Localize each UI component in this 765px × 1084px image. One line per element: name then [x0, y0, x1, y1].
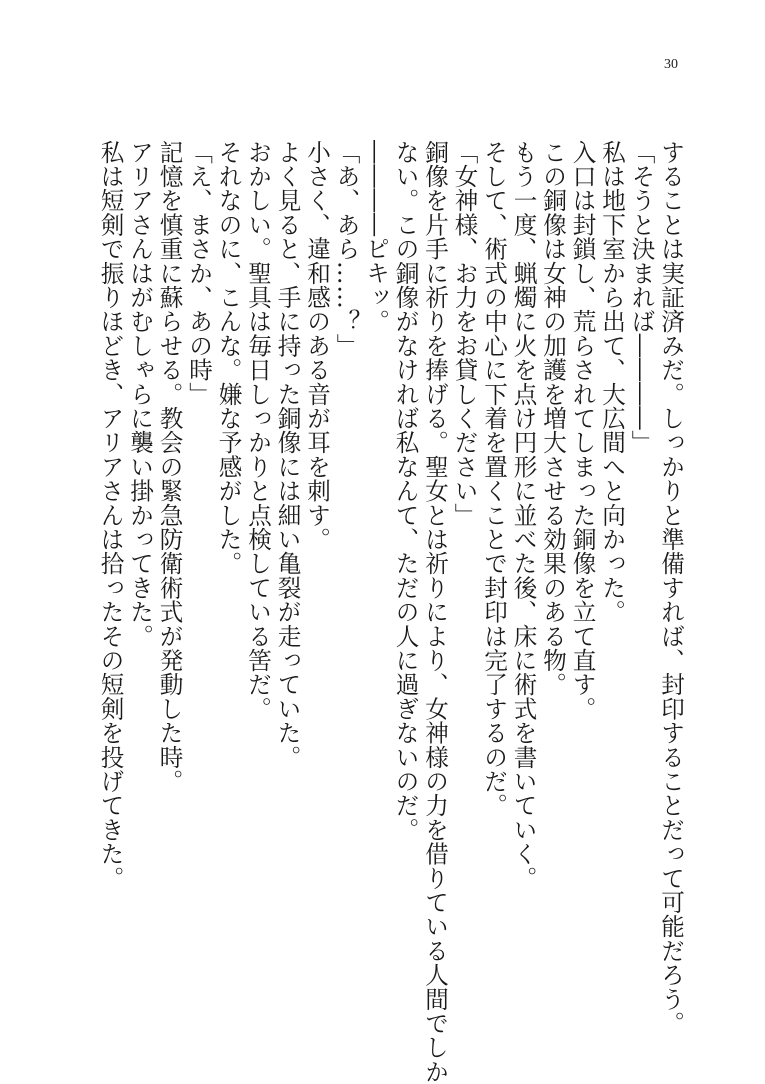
text-line: 私は短剣で振りほどき、アリアさんは拾ったその短剣を投げてきた。	[96, 140, 125, 891]
text-line: 銅像を片手に祈りを捧げる。聖女とは祈りにより、女神様の力を借りている人間でしか	[421, 140, 449, 1084]
text-line: 小さく、違和感のある音が耳を刺す。	[303, 140, 331, 552]
text-line: 「そうと決まれば――――」	[627, 140, 656, 455]
text-line: ない。この銅像がなければ私なんて、ただの人に過ぎないのだ。	[391, 140, 420, 842]
text-line: もう一度、蝋燭に火を点け円形に並べた後、床に術式を書いていく。	[509, 140, 538, 891]
text-line: 「え、まさか、あの時」	[185, 140, 213, 407]
text-line: することは実証済みだ。しっかりと準備すれば、封印することだって可能だろう。	[657, 140, 685, 1036]
text-line: それなのに、こんな。嫌な予感がした。	[214, 140, 243, 576]
text-line: この銅像は女神の加護を増大させる効果のある物。	[539, 140, 567, 697]
page-number: 30	[664, 57, 678, 72]
text-line: ――――ピキッ。	[362, 140, 390, 334]
text-line: 記憶を慎重に蘇らせる。教会の緊急防衛術式が発動した時。	[155, 140, 184, 794]
body-text	[95, 140, 685, 1084]
text-line: 私は地下室から出て、大広間へと向かった。	[598, 140, 626, 624]
text-line: よく見ると、手に持った銅像には細い亀裂が走っていた。	[273, 140, 302, 770]
text-line: おかしい。聖具は毎日しっかりと点検している筈だ。	[244, 140, 272, 721]
text-line: アリアさんはがむしゃらに襲い掛かってきた。	[126, 140, 154, 649]
text-line: 「女神様、お力をお貸しください」	[450, 140, 479, 528]
text-line: 入口は封鎖し、荒らされてしまった銅像を立て直す。	[568, 140, 597, 721]
text-line: 「あ、あら……？」	[332, 140, 361, 358]
text-line: そして、術式の中心に下着を置くことで封印は完了するのだ。	[480, 140, 508, 818]
